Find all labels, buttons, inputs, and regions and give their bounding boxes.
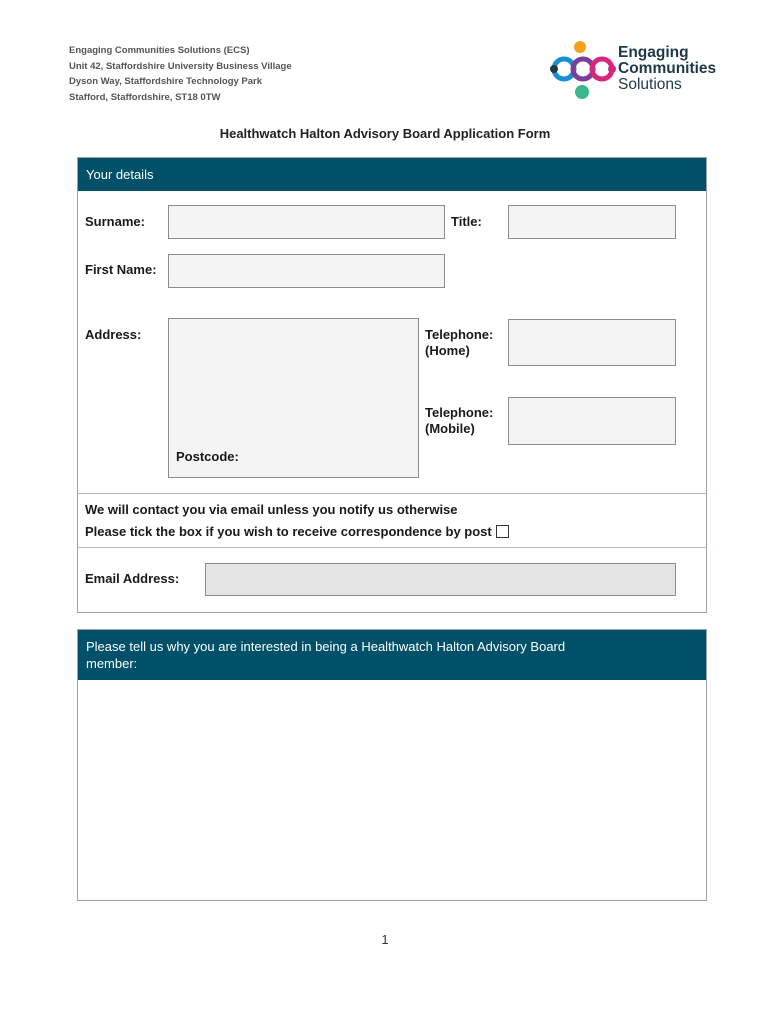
postcode-label: Postcode:: [176, 449, 239, 464]
org-address-line: Engaging Communities Solutions (ECS): [69, 45, 250, 56]
tel-mobile-label-line: Telephone:: [425, 405, 494, 420]
section-header-line: member:: [86, 656, 138, 671]
logo-word: Solutions: [618, 76, 682, 93]
section-header: Your details: [78, 158, 706, 191]
tel-home-label-line: (Home): [425, 343, 470, 358]
first-name-input[interactable]: [168, 254, 445, 288]
logo-wordmark: [618, 45, 716, 93]
address-label: Address:: [85, 327, 142, 342]
form-title: Healthwatch Halton Advisory Board Application Form: [219, 126, 551, 141]
tel-mobile-label-line: (Mobile): [425, 421, 475, 436]
title-label: Title:: [451, 214, 482, 229]
title-input[interactable]: [508, 205, 676, 239]
org-address-line: Unit 42, Staffordshire University Business Village: [69, 60, 292, 72]
address-input[interactable]: [168, 318, 419, 478]
logo-word: Engaging: [618, 44, 689, 61]
tel-home-label: [425, 327, 493, 359]
post-note-text: Please tick the box if you wish to receive correspondence by post: [85, 524, 492, 539]
tel-home-label-line: Telephone:: [425, 327, 494, 342]
contact-note: We will contact you via email unless you notify us otherwise: [85, 502, 458, 517]
divider: [78, 547, 706, 548]
org-address: [69, 43, 292, 105]
first-name-label: First Name:: [85, 262, 157, 277]
ecs-logo: [550, 40, 740, 100]
surname-label: Surname:: [85, 214, 145, 229]
surname-input[interactable]: [168, 205, 445, 239]
interest-section: [77, 629, 707, 901]
post-correspondence-checkbox[interactable]: [496, 525, 509, 538]
section-header-line: Please tell us why you are interested in being a Healthwatch Halton Advisory Board: [86, 639, 566, 654]
ecs-logo-icon: [550, 40, 618, 100]
interest-textarea[interactable]: [78, 680, 706, 900]
your-details-section: [77, 157, 707, 613]
divider: [78, 493, 706, 494]
logo-word: Communities: [618, 60, 717, 77]
tel-mobile-input[interactable]: [508, 397, 676, 445]
tel-home-input[interactable]: [508, 319, 676, 366]
org-address-line: Dyson Way, Staffordshire Technology Park: [69, 76, 263, 87]
email-label: Email Address:: [85, 571, 180, 586]
page-number: 1: [381, 932, 389, 947]
tel-mobile-label: [425, 405, 493, 437]
email-input[interactable]: [205, 563, 676, 596]
org-address-line: Stafford, Staffordshire, ST18 0TW: [69, 91, 221, 103]
section-header: [78, 630, 706, 680]
post-note: [85, 524, 509, 540]
